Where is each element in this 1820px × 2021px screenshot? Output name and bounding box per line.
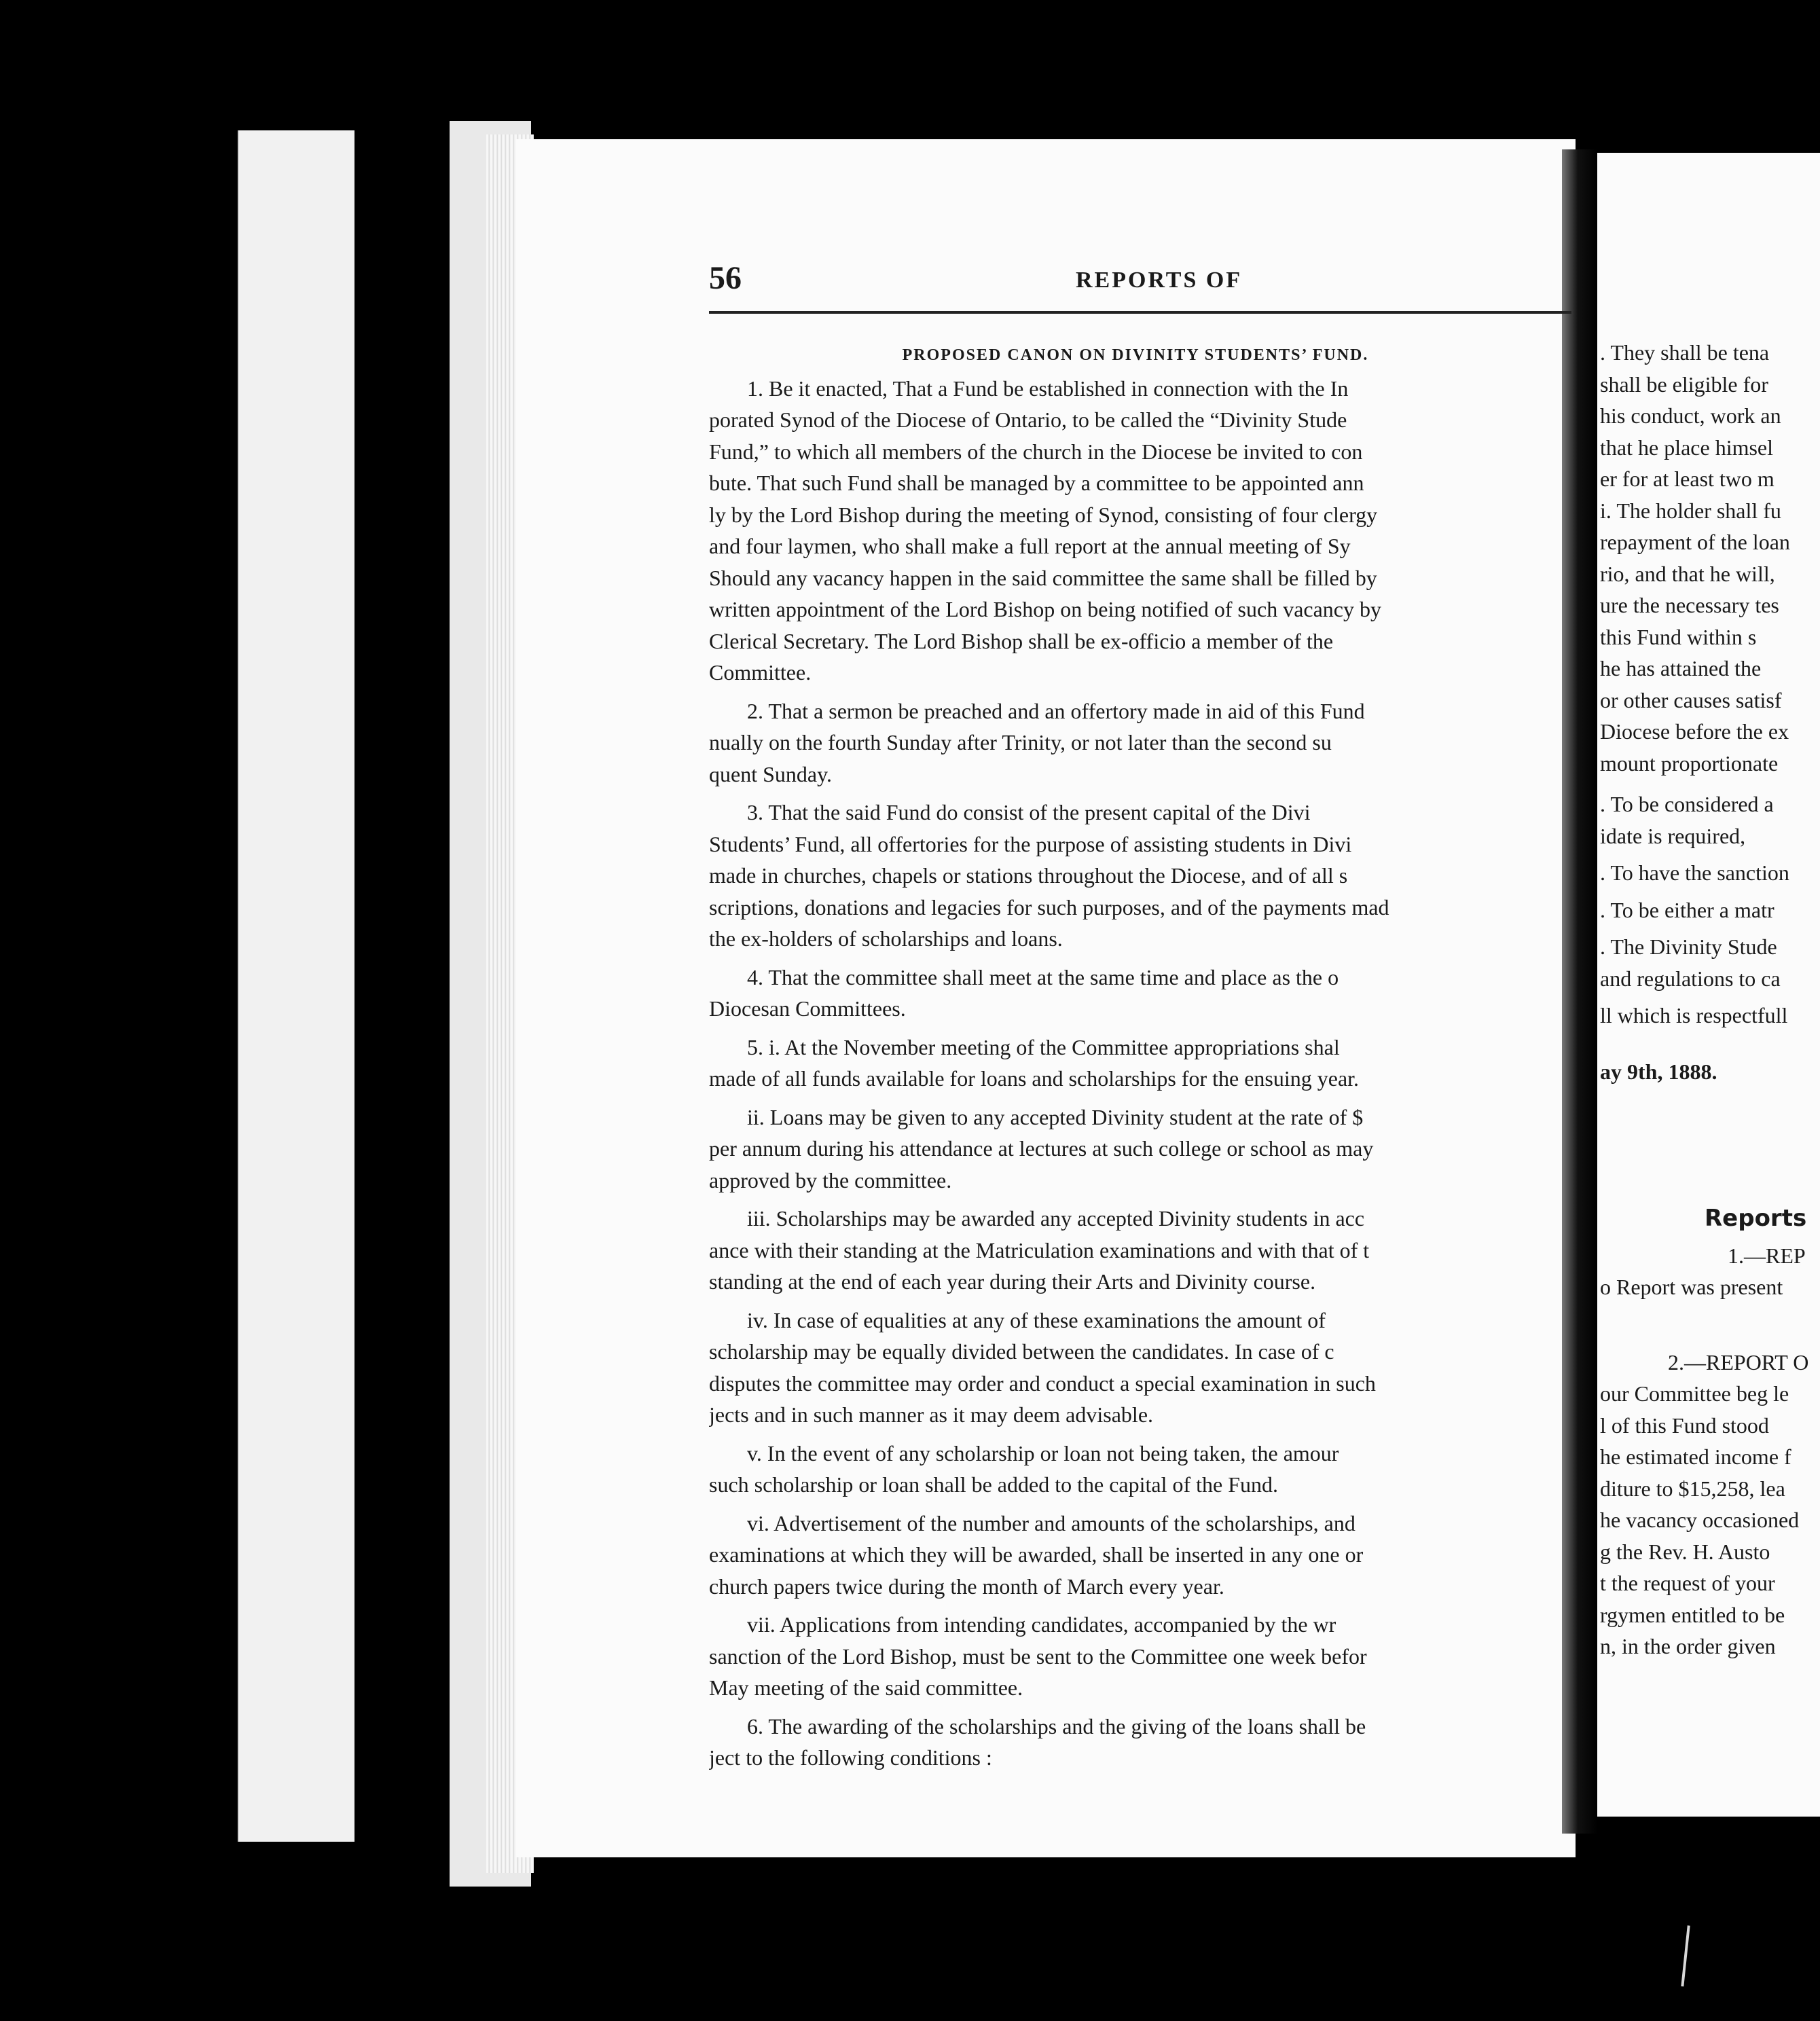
text-line: mount proportionate: [1600, 750, 1779, 776]
text-line: 3. That the said Fund do consist of the present capital of the Divi: [747, 800, 1311, 824]
text-line: written appointment of the Lord Bishop on being notified of such vacancy by: [709, 597, 1381, 621]
text-line: Committee.: [709, 660, 812, 685]
text-line: er for at least two m: [1600, 467, 1774, 491]
text-line: made in churches, chapels or stations throughout the Diocese, and of all s: [709, 863, 1348, 888]
paragraph-5-v: [709, 1438, 1562, 1501]
paragraph-6: [709, 1711, 1562, 1774]
text-line: Students’ Fund, all offertories for the purpose of assisting students in Divi: [709, 831, 1352, 856]
text-line: approved by the committee.: [709, 1167, 952, 1192]
text-line: sanction of the Lord Bishop, must be sent to the Committee one week befor: [709, 1643, 1367, 1669]
text-line: such scholarship or loan shall be added to the capital of the Fund.: [709, 1472, 1279, 1497]
text-line: scholarship may be equally divided between the candidates. In case of c: [709, 1339, 1334, 1364]
text-line: shall be eligible for: [1600, 371, 1768, 397]
text-line: v. In the event of any scholarship or loan not being taken, the amour: [747, 1440, 1339, 1465]
text-line: Diocesan Committees.: [709, 996, 906, 1021]
text-line: . The Divinity Stude: [1600, 934, 1777, 959]
text-line: . To be considered a: [1600, 792, 1774, 816]
subheading: 2.—REPORT O: [1668, 1349, 1809, 1374]
text-line: per annum during his attendance at lectures at such college or school as may: [709, 1136, 1374, 1161]
text-line: bute. That such Fund shall be managed by a committee to be appointed ann: [709, 471, 1364, 495]
paragraph-5-vii: [709, 1609, 1562, 1704]
text-line: he has attained the: [1600, 656, 1762, 680]
text-line: and regulations to ca: [1600, 966, 1781, 991]
text-line: examinations at which they will be awarded, shall be inserted in any one or: [709, 1542, 1364, 1567]
text-line: 5. i. At the November meeting of the Committee appropriations shal: [747, 1034, 1340, 1059]
text-line: ance with their standing at the Matriculation examinations and with that of t: [709, 1237, 1370, 1262]
running-head-title: REPORTS OF: [1076, 268, 1243, 293]
text-line: idate is required,: [1600, 823, 1746, 848]
paragraph-5-vi: [709, 1508, 1562, 1603]
text-line: ii. Loans may be given to any accepted Divinity student at the rate of $: [747, 1104, 1364, 1129]
text-line: t the request of your: [1600, 1571, 1775, 1595]
text-line: 1. Be it enacted, That a Fund be established in connection with the In: [747, 376, 1349, 401]
text-line: Clerical Secretary. The Lord Bishop shall be ex-officio a member of the: [709, 628, 1334, 653]
text-line: . They shall be tena: [1600, 340, 1770, 365]
text-line: Should any vacancy happen in the said committee the same shall be filled by: [709, 565, 1377, 590]
text-line: church papers twice during the month of March every year.: [709, 1573, 1224, 1599]
text-line: 4. That the committee shall meet at the same time and place as the o: [747, 964, 1339, 989]
book-edge: [238, 130, 354, 1842]
text-line: diture to $15,258, lea: [1600, 1476, 1785, 1501]
text-line: vi. Advertisement of the number and amounts of the scholarships, and: [747, 1510, 1355, 1535]
text-line: o Report was present: [1600, 1275, 1783, 1299]
text-line: iii. Scholarships may be awarded any accepted Divinity students in acc: [747, 1206, 1365, 1231]
text-line: ject to the following conditions :: [709, 1745, 992, 1770]
text-line: Diocese before the ex: [1600, 719, 1789, 744]
text-line: rgymen entitled to be: [1600, 1602, 1785, 1627]
text-line: i. The holder shall fu: [1600, 498, 1781, 523]
book-gutter: [1562, 149, 1597, 1834]
text-line: that he place himsel: [1600, 435, 1774, 460]
text-line: porated Synod of the Diocese of Ontario, to be called the “Divinity Stude: [709, 407, 1347, 432]
running-head: [709, 259, 1592, 300]
text-line: Fund,” to which all members of the church in the Diocese be invited to con: [709, 439, 1363, 464]
text-line: vii. Applications from intending candidates, accompanied by the wr: [747, 1612, 1336, 1637]
text-line: l of this Fund stood: [1600, 1413, 1769, 1438]
text-line: or other causes satisf: [1600, 687, 1782, 712]
paragraph-3: [709, 797, 1562, 955]
paragraph-5-i: [709, 1032, 1562, 1095]
paragraph-1: [709, 373, 1562, 689]
text-line: the ex-holders of scholarships and loans.: [709, 926, 1063, 951]
text-line: his conduct, work an: [1600, 403, 1781, 428]
right-column-text: [1600, 337, 1820, 1662]
text-line: ly by the Lord Bishop during the meeting of Synod, consisting of four clergy: [709, 502, 1378, 527]
text-line: . To have the sanction: [1600, 860, 1789, 885]
text-line: our Committee beg le: [1600, 1381, 1789, 1406]
reports-heading: Reports: [1705, 1205, 1807, 1232]
text-line: and four laymen, who shall make a full report at the annual meeting of Sy: [709, 534, 1351, 558]
text-line: he vacancy occasioned: [1600, 1508, 1800, 1532]
text-line: May meeting of the said committee.: [709, 1675, 1023, 1700]
text-line: n, in the order given: [1600, 1634, 1776, 1658]
text-line: jects and in such manner as it may deem advisable.: [709, 1402, 1154, 1427]
text-line: iv. In case of equalities at any of these examinations the amount of: [747, 1307, 1326, 1332]
text-line: quent Sunday.: [709, 761, 833, 786]
text-line: ll which is respectfull: [1600, 1003, 1788, 1027]
text-line: ure the necessary tes: [1600, 593, 1779, 617]
text-line: standing at the end of each year during their Arts and Divinity course.: [709, 1269, 1316, 1294]
text-line: this Fund within s: [1600, 624, 1757, 649]
text-line: . To be either a matr: [1600, 897, 1774, 922]
text-line: g the Rev. H. Austo: [1600, 1539, 1770, 1564]
left-column-text: [709, 340, 1562, 1781]
text-line: nually on the fourth Sunday after Trinity, or not later than the second su: [709, 730, 1332, 754]
date-line: ay 9th, 1888.: [1600, 1059, 1717, 1084]
text-line: he estimated income f: [1600, 1444, 1791, 1469]
page-number: 56: [709, 260, 742, 296]
text-line: scriptions, donations and legacies for such purposes, and of the payments mad: [709, 894, 1389, 920]
text-line: made of all funds available for loans and scholarships for the ensuing year.: [709, 1066, 1360, 1091]
header-rule: [709, 311, 1571, 314]
subheading: 1.—REP: [1728, 1243, 1806, 1268]
text-line: 2. That a sermon be preached and an offertory made in aid of this Fund: [747, 698, 1365, 723]
paragraph-5-iv: [709, 1305, 1562, 1431]
text-line: rio, and that he will,: [1600, 561, 1775, 586]
paragraph-5-ii: [709, 1101, 1562, 1197]
text-line: 6. The awarding of the scholarships and the giving of the loans shall be: [747, 1713, 1366, 1738]
paragraph-4: [709, 962, 1562, 1025]
paragraph-2: [709, 695, 1562, 790]
text-line: repayment of the loan: [1600, 530, 1790, 554]
paragraph-5-iii: [709, 1203, 1562, 1298]
text-line: disputes the committee may order and conduct a special examination in such: [709, 1370, 1376, 1396]
section-title: PROPOSED CANON ON DIVINITY STUDENTS’ FUND.: [902, 346, 1369, 364]
